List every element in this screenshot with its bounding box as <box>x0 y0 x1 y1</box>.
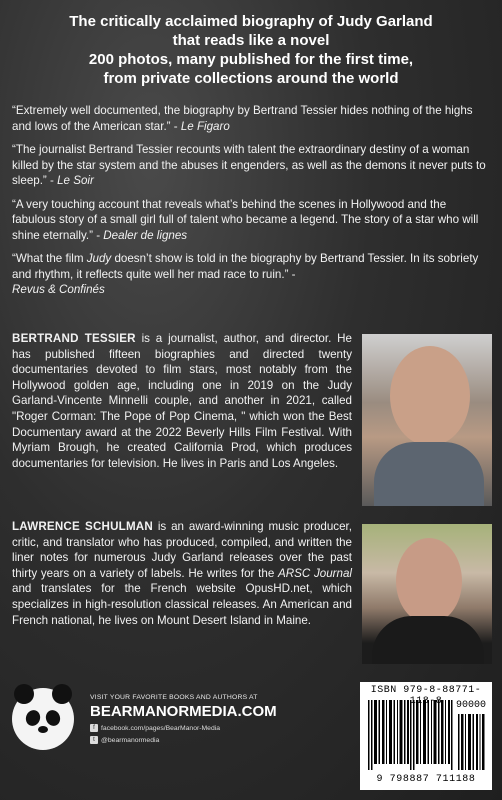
translator-face <box>396 538 462 624</box>
publisher-website[interactable]: BEARMANORMEDIA.COM <box>90 703 277 720</box>
headline <box>10 12 492 88</box>
quote-text: “The journalist Bertrand Tessier recounts with talent the extraordinary destiny of a woman killed by the star system and the abuses it engenders, as well as the demons it never puts to sleep.” - <box>12 143 486 187</box>
price-code: 90000 <box>455 700 486 711</box>
journal-title: ARSC Journal <box>278 566 352 580</box>
translator-photo <box>362 524 492 664</box>
author-face <box>390 346 470 446</box>
twitter-icon: t <box>90 736 98 744</box>
barcode-box <box>360 682 492 790</box>
quote-film-title: Judy <box>86 252 112 265</box>
facebook-link[interactable] <box>90 724 220 732</box>
headline-line-1: The critically acclaimed biography of Judy Garland <box>69 13 433 30</box>
translator-bio-text: and translates for the French website OpusHD.net, which specializes in high-resolution classical releases. An American and French national, he lives on Mount Desert Island in Maine. <box>12 582 352 627</box>
quote-text: “Extremely well documented, the biography by Bertrand Tessier hides nothing of the highs and lows of the American star.” - <box>12 104 473 133</box>
price-barcode-icon <box>458 714 486 770</box>
author-bio <box>12 331 352 471</box>
barcode-number: 9 798887 711188 <box>376 774 476 785</box>
review-quotes <box>12 103 490 306</box>
panda-eye <box>24 708 43 728</box>
author-photo <box>362 334 492 506</box>
author-bio-text: is a journalist, author, and director. He has published fifteen biographies and directed twenty documentaries devoted to film stars, most notably from the Hollywood golden age, including one in 2019 on the Judy Garland-Vincente Minnelli couple, and another in 2021, called "Roger Corman: The Pope of Pop Cinema, " which won the Best Documentary award at the 2022 Beverly Hills Film Festival. With Myriam Brough, he created California Prod, which produces documentaries for television. He lives in Paris and Los Angeles. <box>12 332 352 470</box>
visit-text: VISIT YOUR FAVORITE BOOKS AND AUTHORS AT <box>90 694 258 701</box>
headline-line-2: that reads like a novel <box>172 32 330 49</box>
quote-text: “What the film <box>12 252 87 265</box>
facebook-url: facebook.com/pages/BearManor-Media <box>101 724 221 732</box>
isbn-label: ISBN 979-8-88771-118-8 <box>370 685 482 707</box>
panda-ear <box>52 684 72 704</box>
quote-source: Le Figaro <box>180 119 230 133</box>
quote-text: “A very touching account that reveals what’s behind the scenes in Hollywood and the fabulous story of a small girl full of talent who became a legend. The story of a star who will shine eternally.” - <box>12 197 479 242</box>
twitter-link[interactable] <box>90 736 159 744</box>
facebook-icon: f <box>90 724 98 732</box>
translator-jacket <box>372 616 484 664</box>
quote-text: doesn’t show is told in the biography by Bertrand Tessier. In its sobriety and rhythm, it reflects quite well her mad race to ruin.” - <box>12 252 479 281</box>
translator-bio <box>12 519 352 628</box>
twitter-handle: @bearmanormedia <box>101 736 160 744</box>
headline-line-3: 200 photos, many published for the first time, <box>88 51 414 68</box>
panda-logo-icon <box>12 688 74 750</box>
author-shirt <box>374 442 484 506</box>
headline-line-4: from private collections around the world <box>103 70 399 87</box>
quote-source: Dealer de lignes <box>103 228 188 242</box>
quote-dealer-de-lignes <box>12 197 490 244</box>
quote-le-soir <box>12 142 490 189</box>
translator-bio-text: is an award-winning music producer, critic, and translator who has produced, compiled, and written the liner notes for numerous Judy Garland releases over the past thirty years on a variety of labels. He writes for the <box>12 520 352 580</box>
quote-source: Revus & Confinés <box>12 283 105 296</box>
quote-source: Le Soir <box>57 174 94 187</box>
publisher-footer <box>12 680 312 790</box>
quote-revus-confines <box>12 251 490 298</box>
panda-eye <box>44 708 63 728</box>
author-name: BERTRAND TESSIER <box>12 332 136 345</box>
ean-barcode-icon <box>368 700 454 770</box>
translator-name: LAWRENCE SCHULMAN <box>12 520 153 533</box>
quote-le-figaro <box>12 103 490 134</box>
panda-ear <box>14 684 34 704</box>
panda-nose <box>38 726 48 733</box>
